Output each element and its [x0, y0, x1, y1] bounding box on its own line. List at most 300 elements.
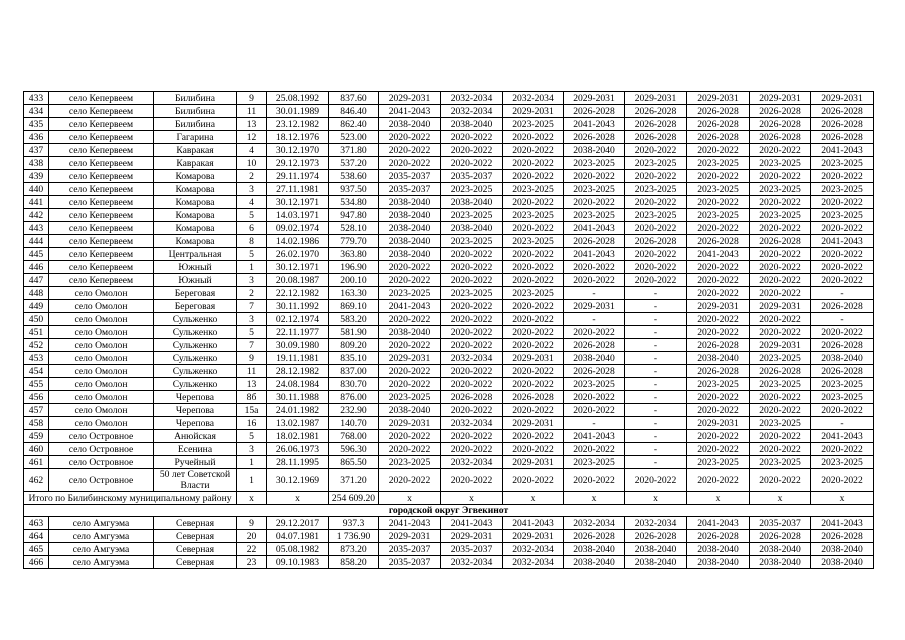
table-cell: 2032-2034 — [503, 543, 564, 556]
table-cell: 2020-2022 — [503, 430, 564, 443]
table-cell: 2020-2022 — [811, 261, 874, 274]
table-cell: 2023-2025 — [441, 287, 503, 300]
table-cell: 3 — [237, 443, 267, 456]
table-cell: 2020-2022 — [441, 443, 503, 456]
table-cell: 2026-2028 — [750, 365, 811, 378]
table-cell: 2020-2022 — [564, 261, 625, 274]
table-cell: село Островное — [49, 456, 154, 469]
table-row — [24, 274, 874, 287]
table-cell: 2020-2022 — [564, 170, 625, 183]
table-row — [24, 196, 874, 209]
table-cell: 2035-2037 — [379, 183, 441, 196]
table-cell: 4 — [237, 196, 267, 209]
table-cell: 2020-2022 — [625, 144, 687, 157]
table-cell: 2023-2025 — [503, 235, 564, 248]
table-cell: - — [625, 443, 687, 456]
table-cell: 2023-2025 — [811, 378, 874, 391]
table-cell: 2041-2043 — [811, 144, 874, 157]
table-cell: 2020-2022 — [687, 326, 750, 339]
table-cell: 2041-2043 — [379, 300, 441, 313]
table-cell: Билибина — [154, 118, 237, 131]
table-cell: 2026-2028 — [811, 300, 874, 313]
table-cell: Комарова — [154, 209, 237, 222]
table-cell: 2029-2031 — [687, 300, 750, 313]
table-cell: 837.60 — [329, 92, 379, 105]
table-cell: 441 — [24, 196, 49, 209]
table-cell: 2023-2025 — [503, 209, 564, 222]
table-cell: 2020-2022 — [379, 365, 441, 378]
table-cell: 29.12.2017 — [267, 517, 329, 530]
table-cell: 18.02.1981 — [267, 430, 329, 443]
table-row — [24, 530, 874, 543]
table-row — [24, 300, 874, 313]
table-cell: село Амгуэма — [49, 530, 154, 543]
table-cell: 449 — [24, 300, 49, 313]
table-cell: 438 — [24, 157, 49, 170]
table-cell: 2029-2031 — [687, 92, 750, 105]
table-cell: 2029-2031 — [625, 92, 687, 105]
table-cell: 2020-2022 — [750, 443, 811, 456]
table-cell: 2026-2028 — [625, 235, 687, 248]
table-cell: 2023-2025 — [625, 157, 687, 170]
table-cell: 2020-2022 — [750, 261, 811, 274]
table-cell: 5 — [237, 430, 267, 443]
table-cell: 2020-2022 — [687, 222, 750, 235]
table-cell: 2041-2043 — [379, 105, 441, 118]
table-cell: 2029-2031 — [564, 300, 625, 313]
table-cell: 2023-2025 — [625, 183, 687, 196]
table-row — [24, 170, 874, 183]
total-cell: x — [750, 492, 811, 505]
table-cell: 452 — [24, 339, 49, 352]
table-cell: Северная — [154, 530, 237, 543]
table-cell: - — [625, 313, 687, 326]
table-cell: 458 — [24, 417, 49, 430]
table-cell: 2020-2022 — [811, 274, 874, 287]
table-cell: 459 — [24, 430, 49, 443]
table-cell: 2026-2028 — [564, 339, 625, 352]
table-cell: 2029-2031 — [379, 530, 441, 543]
table-cell: 2026-2028 — [687, 118, 750, 131]
table-cell: - — [811, 313, 874, 326]
table-cell: Сульженко — [154, 378, 237, 391]
table-cell: 2020-2022 — [811, 248, 874, 261]
total-cell: x — [379, 492, 441, 505]
table-cell: 2038-2040 — [379, 118, 441, 131]
table-row — [24, 352, 874, 365]
table-cell: 2023-2025 — [750, 157, 811, 170]
table-cell: 2038-2040 — [811, 352, 874, 365]
table-cell: 2020-2022 — [687, 170, 750, 183]
table-cell: 2020-2022 — [750, 248, 811, 261]
table-cell: 2020-2022 — [503, 274, 564, 287]
rows-bilibino — [24, 92, 874, 492]
table-row — [24, 261, 874, 274]
table-cell: 2023-2025 — [687, 183, 750, 196]
table-cell: 8 — [237, 235, 267, 248]
total-cell: x — [625, 492, 687, 505]
table-cell: 2020-2022 — [750, 469, 811, 492]
table-cell: 2029-2031 — [379, 417, 441, 430]
table-cell: Комарова — [154, 183, 237, 196]
table-cell: 2026-2028 — [625, 105, 687, 118]
table-row — [24, 517, 874, 530]
table-cell: Кавракая — [154, 157, 237, 170]
table-cell: 2020-2022 — [503, 378, 564, 391]
table-cell: 140.70 — [329, 417, 379, 430]
table-cell: 2026-2028 — [687, 105, 750, 118]
table-cell: 2023-2025 — [503, 287, 564, 300]
table-row — [24, 404, 874, 417]
table-row — [24, 235, 874, 248]
table-cell: 2020-2022 — [503, 261, 564, 274]
table-cell: 2038-2040 — [379, 248, 441, 261]
table-cell: 2026-2028 — [564, 105, 625, 118]
table-cell: 2020-2022 — [503, 339, 564, 352]
table-cell: - — [811, 287, 874, 300]
table-row — [24, 183, 874, 196]
total-cell: x — [687, 492, 750, 505]
table-cell: 2020-2022 — [811, 196, 874, 209]
table-cell: 3 — [237, 313, 267, 326]
table-cell: Сульженко — [154, 352, 237, 365]
table-row — [24, 365, 874, 378]
table-cell: 2032-2034 — [564, 517, 625, 530]
table-cell: 2020-2022 — [379, 469, 441, 492]
table-cell: 2038-2040 — [750, 543, 811, 556]
table-cell: - — [564, 417, 625, 430]
table-cell: 442 — [24, 209, 49, 222]
table-cell: 2038-2040 — [379, 235, 441, 248]
table-cell: 2026-2028 — [811, 365, 874, 378]
table-cell: 2041-2043 — [564, 248, 625, 261]
table-cell: 2020-2022 — [441, 378, 503, 391]
table-cell: 22 — [237, 543, 267, 556]
table-cell: - — [625, 352, 687, 365]
table-cell: 464 — [24, 530, 49, 543]
table-row — [24, 209, 874, 222]
table-cell: 2020-2022 — [503, 404, 564, 417]
table-cell: - — [625, 339, 687, 352]
table-cell: 2023-2025 — [564, 456, 625, 469]
table-cell: 2020-2022 — [625, 469, 687, 492]
table-cell: Анюйская — [154, 430, 237, 443]
total-cell: x — [441, 492, 503, 505]
table-cell: 200.10 — [329, 274, 379, 287]
table-cell: село Омолон — [49, 417, 154, 430]
table-cell: 04.07.1981 — [267, 530, 329, 543]
table-cell: 2026-2028 — [687, 235, 750, 248]
table-cell: 2020-2022 — [503, 248, 564, 261]
table-cell: 14.02.1986 — [267, 235, 329, 248]
table-cell: 7 — [237, 339, 267, 352]
table-cell: - — [625, 287, 687, 300]
table-cell: 2041-2043 — [441, 517, 503, 530]
table-cell: 2023-2025 — [687, 456, 750, 469]
table-row — [24, 469, 874, 492]
table-cell: Сульженко — [154, 313, 237, 326]
table-cell: село Омолон — [49, 352, 154, 365]
table-cell: 2 — [237, 287, 267, 300]
table-cell: 2020-2022 — [379, 313, 441, 326]
table-row — [24, 378, 874, 391]
table-cell: 2020-2022 — [750, 144, 811, 157]
table-cell: 12 — [237, 131, 267, 144]
table-cell: 2032-2034 — [625, 517, 687, 530]
table-cell: 846.40 — [329, 105, 379, 118]
table-row — [24, 417, 874, 430]
table-cell: 2020-2022 — [441, 469, 503, 492]
table-cell: 2026-2028 — [811, 530, 874, 543]
table-row — [24, 118, 874, 131]
table-cell: 2026-2028 — [687, 365, 750, 378]
table-cell: Комарова — [154, 170, 237, 183]
table-cell: 2029-2031 — [379, 92, 441, 105]
table-cell: 7 — [237, 300, 267, 313]
table-cell: 455 — [24, 378, 49, 391]
table-cell: 11 — [237, 105, 267, 118]
table-cell: 2023-2025 — [750, 417, 811, 430]
table-cell: 2035-2037 — [750, 517, 811, 530]
table-cell: 2026-2028 — [625, 131, 687, 144]
table-cell: 456 — [24, 391, 49, 404]
table-cell: 2038-2040 — [441, 118, 503, 131]
table-cell: 11 — [237, 365, 267, 378]
table-cell: 2020-2022 — [503, 157, 564, 170]
table-cell: 2020-2022 — [441, 326, 503, 339]
table-cell: 5 — [237, 248, 267, 261]
table-cell: 937.3 — [329, 517, 379, 530]
table-cell: 15а — [237, 404, 267, 417]
table-cell: 2020-2022 — [503, 196, 564, 209]
table-cell: 19.11.1981 — [267, 352, 329, 365]
table-cell: 5 — [237, 326, 267, 339]
table-cell: 444 — [24, 235, 49, 248]
total-cell: x — [811, 492, 874, 505]
table-cell: 30.12.1970 — [267, 144, 329, 157]
table-cell: 2020-2022 — [625, 248, 687, 261]
table-cell: 445 — [24, 248, 49, 261]
table-cell: 583.20 — [329, 313, 379, 326]
table-cell: село Островное — [49, 430, 154, 443]
table-cell: село Кепервеем — [49, 157, 154, 170]
table-cell: 2020-2022 — [750, 313, 811, 326]
table-cell: 13 — [237, 378, 267, 391]
table-cell: Комарова — [154, 196, 237, 209]
table-row — [24, 313, 874, 326]
table-cell: 2020-2022 — [750, 196, 811, 209]
table-cell: село Кепервеем — [49, 144, 154, 157]
table-cell: - — [625, 391, 687, 404]
table-cell: 453 — [24, 352, 49, 365]
table-cell: 2023-2025 — [441, 235, 503, 248]
table-cell: 6 — [237, 222, 267, 235]
table-cell: Билибина — [154, 92, 237, 105]
table-cell: 2020-2022 — [379, 443, 441, 456]
table-cell: 2023-2025 — [625, 209, 687, 222]
table-row — [24, 391, 874, 404]
table-cell: 2020-2022 — [687, 313, 750, 326]
table-cell: 2035-2037 — [379, 543, 441, 556]
table-cell: Береговая — [154, 287, 237, 300]
table-cell: 2020-2022 — [503, 365, 564, 378]
table-cell: 2020-2022 — [625, 196, 687, 209]
table-cell: село Омолон — [49, 378, 154, 391]
table-cell: 865.50 — [329, 456, 379, 469]
table-cell: 460 — [24, 443, 49, 456]
table-cell: Кавракая — [154, 144, 237, 157]
total-area-cell: 254 609.20 — [329, 492, 379, 505]
table-cell: 2020-2022 — [750, 170, 811, 183]
table-cell: 2020-2022 — [441, 274, 503, 287]
table-cell: Северная — [154, 517, 237, 530]
table-cell: 858.20 — [329, 556, 379, 569]
table-cell: 447 — [24, 274, 49, 287]
table-cell: 433 — [24, 92, 49, 105]
table-cell: 2038-2040 — [625, 543, 687, 556]
table-cell: 2026-2028 — [564, 365, 625, 378]
table-cell: село Кепервеем — [49, 222, 154, 235]
table-cell: 2020-2022 — [750, 430, 811, 443]
table-cell: 2020-2022 — [564, 404, 625, 417]
table-cell: 538.60 — [329, 170, 379, 183]
table-cell: 2035-2037 — [379, 170, 441, 183]
table-row — [24, 105, 874, 118]
table-cell: 457 — [24, 404, 49, 417]
table-cell: 2026-2028 — [625, 118, 687, 131]
table-cell: 2023-2025 — [687, 378, 750, 391]
table-cell: село Омолон — [49, 326, 154, 339]
table-cell: Южный — [154, 261, 237, 274]
table-cell: 2029-2031 — [811, 92, 874, 105]
table-cell: 2023-2025 — [750, 209, 811, 222]
table-cell: 2023-2025 — [441, 183, 503, 196]
table-cell: 2023-2025 — [564, 378, 625, 391]
table-cell: 2038-2040 — [441, 196, 503, 209]
table-row — [24, 443, 874, 456]
table-cell: 2020-2022 — [379, 339, 441, 352]
table-cell: 2038-2040 — [811, 543, 874, 556]
table-cell: 23.12.1982 — [267, 118, 329, 131]
table-cell: село Кепервеем — [49, 183, 154, 196]
table-cell: 2032-2034 — [503, 556, 564, 569]
total-label: Итого по Билибинскому муниципальному району — [24, 492, 237, 505]
table-cell: 2026-2028 — [687, 339, 750, 352]
table-cell: 2020-2022 — [811, 222, 874, 235]
table-cell: 2020-2022 — [687, 443, 750, 456]
table-cell: 2032-2034 — [441, 556, 503, 569]
table-cell: 450 — [24, 313, 49, 326]
table-cell: 196.90 — [329, 261, 379, 274]
table-cell: 2020-2022 — [503, 443, 564, 456]
table-cell: 2038-2040 — [687, 543, 750, 556]
table-cell: 2041-2043 — [811, 235, 874, 248]
table-cell: 461 — [24, 456, 49, 469]
table-cell: 2020-2022 — [379, 261, 441, 274]
table-cell: 454 — [24, 365, 49, 378]
table-cell: 26.02.1970 — [267, 248, 329, 261]
table-cell: Сульженко — [154, 326, 237, 339]
table-cell: 937.50 — [329, 183, 379, 196]
table-cell: село Кепервеем — [49, 209, 154, 222]
table-cell: 9 — [237, 352, 267, 365]
table-cell: 2020-2022 — [811, 170, 874, 183]
table-cell: 2041-2043 — [503, 517, 564, 530]
table-cell: 439 — [24, 170, 49, 183]
table-cell: 528.10 — [329, 222, 379, 235]
table-row — [24, 157, 874, 170]
table-cell: 2020-2022 — [687, 261, 750, 274]
table-cell: 2023-2025 — [750, 352, 811, 365]
table-cell: 30.12.1971 — [267, 196, 329, 209]
total-section — [24, 492, 874, 517]
table-cell: 14.03.1971 — [267, 209, 329, 222]
table-cell: 371.80 — [329, 144, 379, 157]
table-cell: 2032-2034 — [441, 456, 503, 469]
table-cell: 18.12.1976 — [267, 131, 329, 144]
table-cell: 2023-2025 — [379, 456, 441, 469]
table-cell: 2026-2028 — [750, 105, 811, 118]
table-row — [24, 222, 874, 235]
table-cell: 2020-2022 — [379, 430, 441, 443]
table-cell: - — [811, 417, 874, 430]
table-cell: 2041-2043 — [811, 517, 874, 530]
table-cell: 2026-2028 — [750, 118, 811, 131]
rows-egvekinot — [24, 517, 874, 569]
table-cell: 22.12.1982 — [267, 287, 329, 300]
table-cell: 9 — [237, 92, 267, 105]
table-cell: 30.09.1980 — [267, 339, 329, 352]
table-cell: 2020-2022 — [687, 469, 750, 492]
table-cell: Черепова — [154, 404, 237, 417]
table-cell: 835.10 — [329, 352, 379, 365]
table-cell: 2020-2022 — [441, 144, 503, 157]
table-cell: 523.00 — [329, 131, 379, 144]
table-cell: 2020-2022 — [503, 300, 564, 313]
table-cell: 3 — [237, 183, 267, 196]
table-cell: 2029-2031 — [503, 417, 564, 430]
table-cell: 2020-2022 — [503, 313, 564, 326]
table-cell: 830.70 — [329, 378, 379, 391]
table-cell: 16 — [237, 417, 267, 430]
table-cell: 2038-2040 — [441, 222, 503, 235]
table-cell: - — [564, 313, 625, 326]
table-row — [24, 92, 874, 105]
table-cell: 463 — [24, 517, 49, 530]
table-cell: 2023-2025 — [379, 287, 441, 300]
table-cell: - — [625, 365, 687, 378]
table-cell: 2020-2022 — [564, 326, 625, 339]
table-cell: 2020-2022 — [379, 378, 441, 391]
table-row — [24, 144, 874, 157]
table-cell: 2026-2028 — [503, 391, 564, 404]
table-cell: 1 — [237, 261, 267, 274]
table-cell: 8б — [237, 391, 267, 404]
table-cell: 2 — [237, 170, 267, 183]
table-cell: 443 — [24, 222, 49, 235]
table-cell: 2020-2022 — [564, 391, 625, 404]
table-cell: 2041-2043 — [687, 248, 750, 261]
table-cell: 2026-2028 — [441, 391, 503, 404]
table-cell: 02.12.1974 — [267, 313, 329, 326]
table-cell: село Амгуэма — [49, 517, 154, 530]
table-cell: 873.20 — [329, 543, 379, 556]
table-cell: 779.70 — [329, 235, 379, 248]
table-cell: Северная — [154, 543, 237, 556]
table-cell: 2020-2022 — [441, 365, 503, 378]
table-cell: 25.08.1992 — [267, 92, 329, 105]
table-cell: село Омолон — [49, 300, 154, 313]
